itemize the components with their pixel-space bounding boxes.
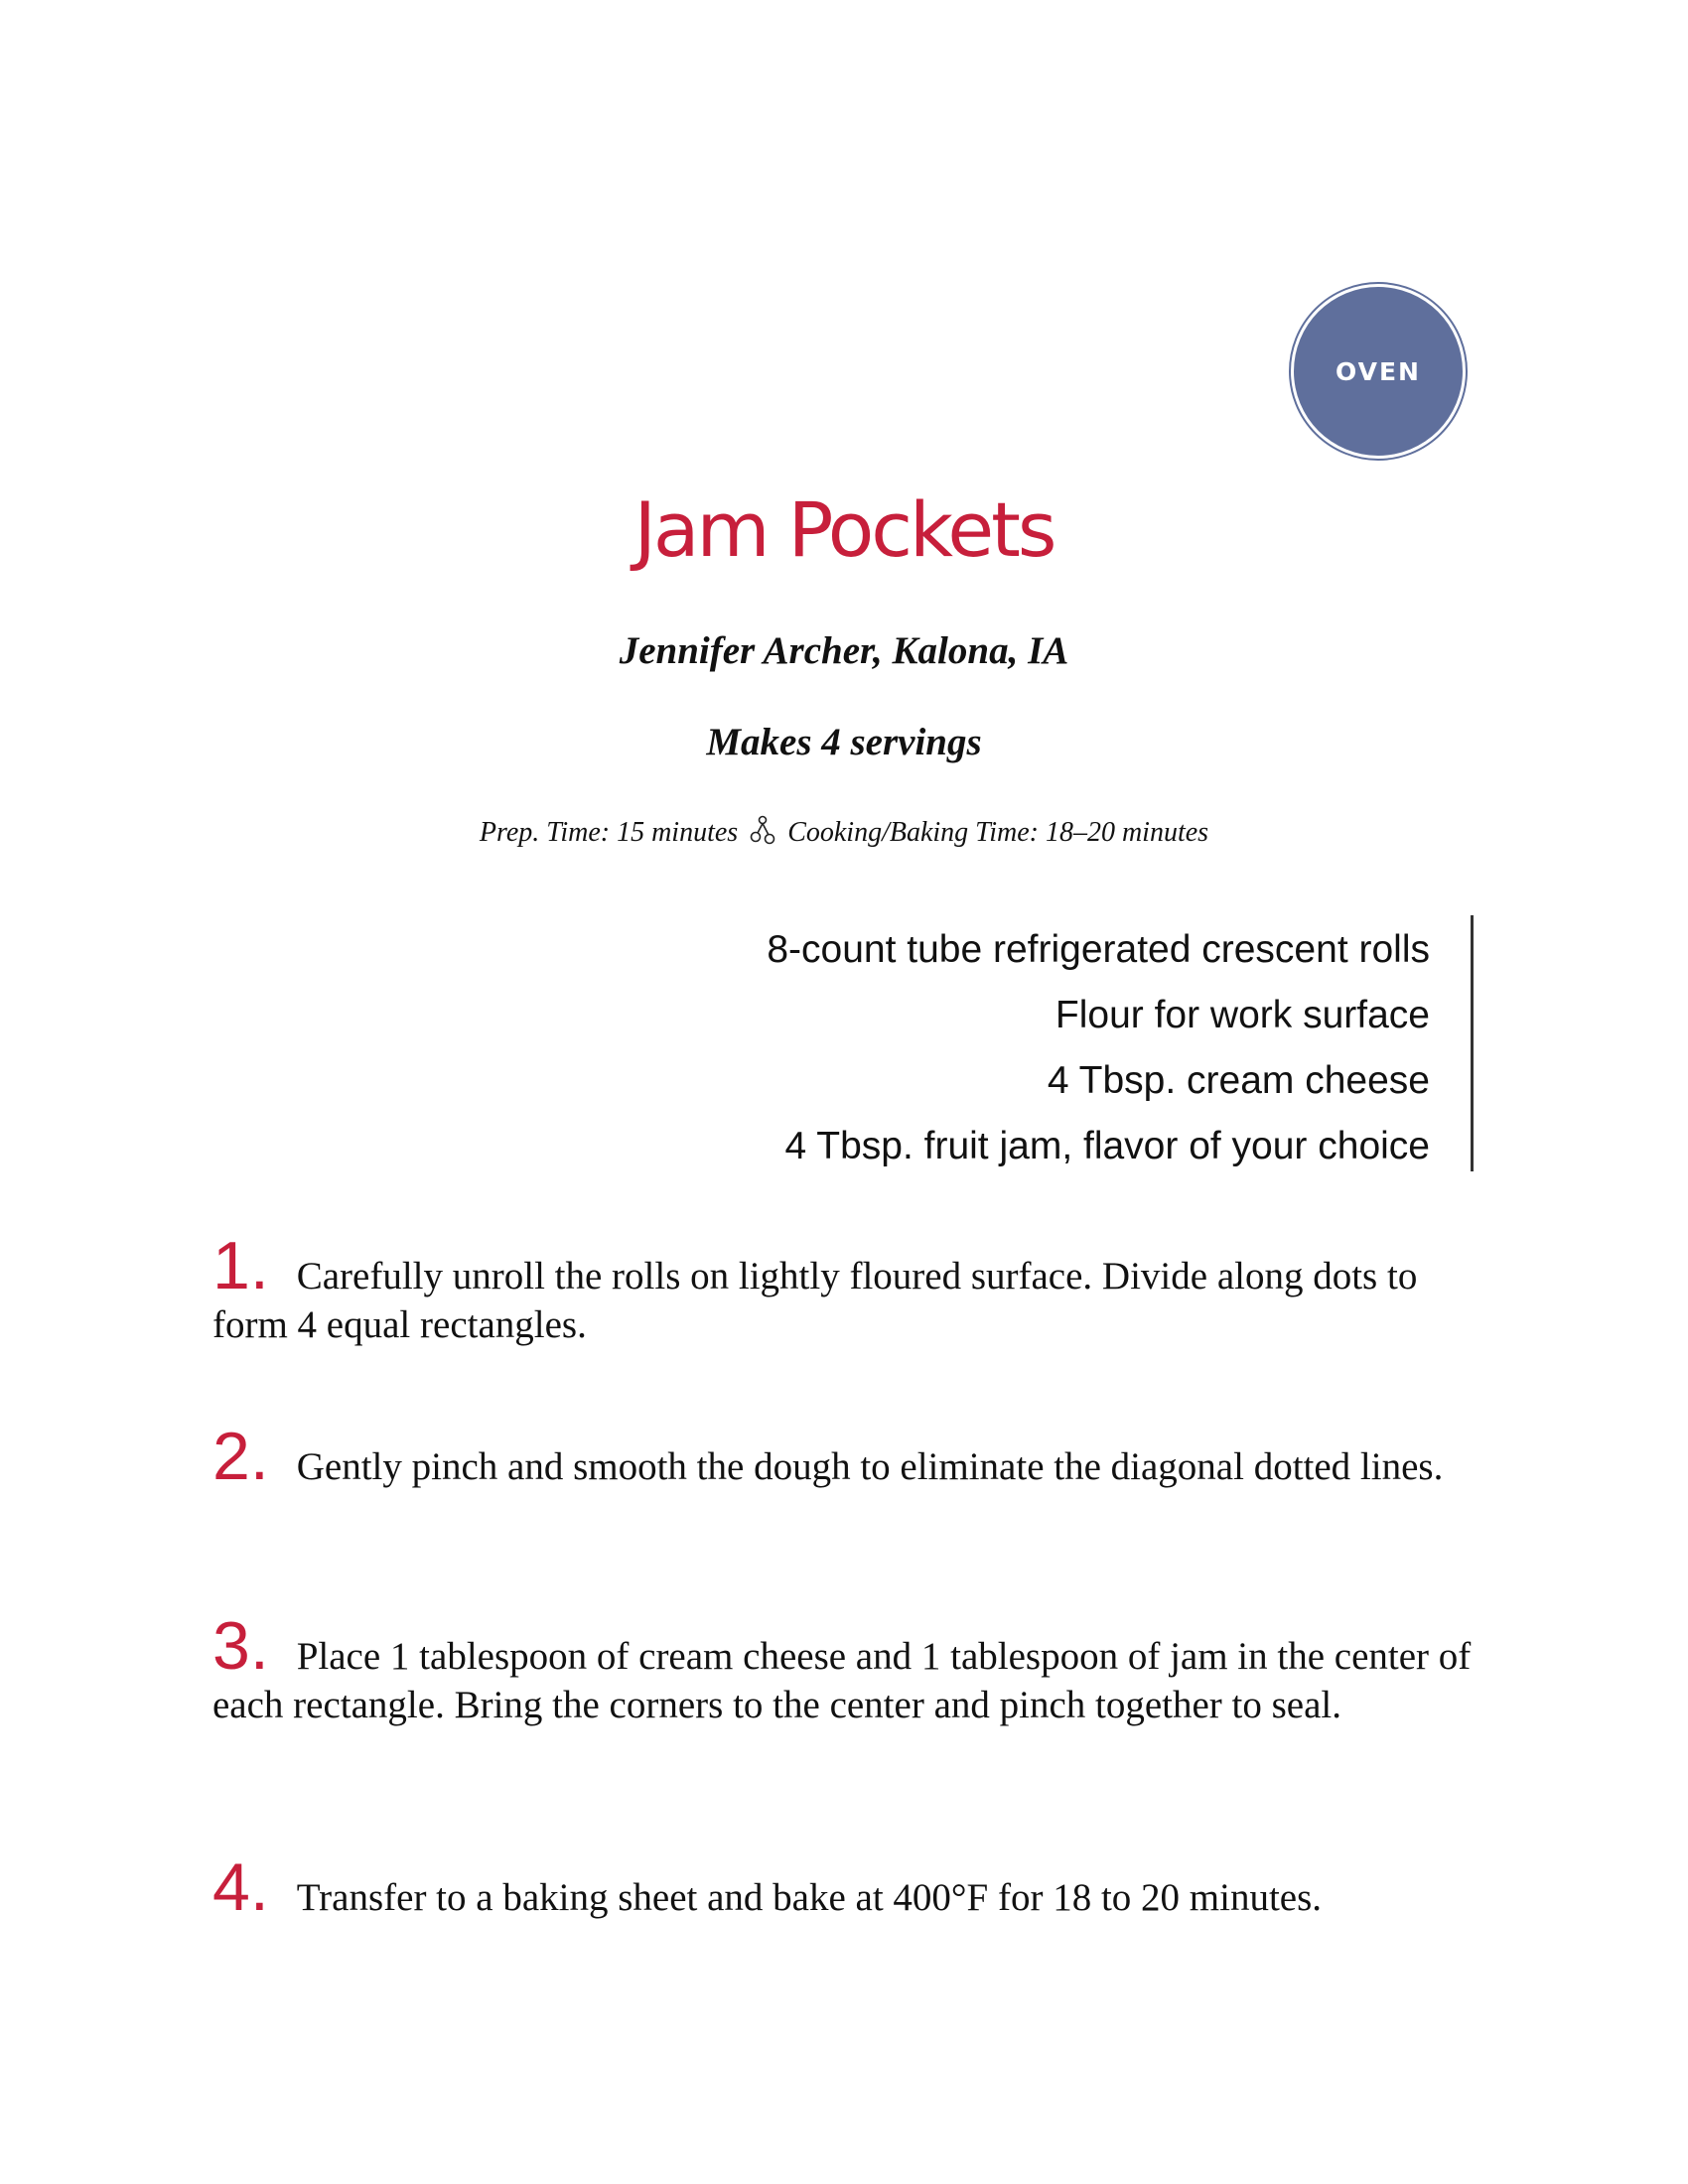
ingredient-item: 8-count tube refrigerated crescent rolls [767, 928, 1430, 971]
step-text: Carefully unroll the rolls on lightly floured surface. Divide along dots to form 4 equal rectangles. [212, 1255, 1418, 1346]
step-number: 3. [212, 1608, 269, 1684]
ingredients-divider [1471, 915, 1474, 1171]
step-text: Place 1 tablespoon of cream cheese and 1 tablespoon of jam in the center of each rectangle. Bring the corners to the center and pinch together to seal. [212, 1635, 1472, 1726]
step-number: 1. [212, 1228, 269, 1303]
step-text: Transfer to a baking sheet and bake at 400°F for 18 to 20 minutes. [296, 1876, 1323, 1919]
recipe-author: Jennifer Archer, Kalona, IA [619, 629, 1069, 672]
step-3 [212, 1608, 1474, 1730]
step-2 [212, 1419, 1474, 1494]
oven-badge-circle [1294, 287, 1463, 456]
oven-badge [1289, 282, 1468, 461]
ingredient-item: 4 Tbsp. fruit jam, flavor of your choice [784, 1125, 1430, 1167]
step-4 [212, 1849, 1474, 1925]
recipe-times [0, 815, 1688, 853]
ingredients-list [767, 917, 1430, 1179]
step-number: 2. [212, 1419, 269, 1494]
cook-time: Cooking/Baking Time: 18–20 minutes [787, 817, 1209, 848]
ingredient-item: Flour for work surface [1055, 994, 1430, 1036]
ingredient-item: 4 Tbsp. cream cheese [1047, 1059, 1430, 1102]
recipe-title: Jam Pockets [633, 485, 1055, 574]
step-number: 4. [212, 1849, 269, 1925]
step-1 [212, 1228, 1474, 1350]
step-text: Gently pinch and smooth the dough to eliminate the diagonal dotted lines. [296, 1445, 1444, 1488]
oven-badge-label: OVEN [1336, 356, 1421, 386]
prep-time: Prep. Time: 15 minutes [479, 817, 739, 848]
recipe-servings: Makes 4 servings [706, 721, 982, 763]
cherries-icon [749, 815, 776, 853]
